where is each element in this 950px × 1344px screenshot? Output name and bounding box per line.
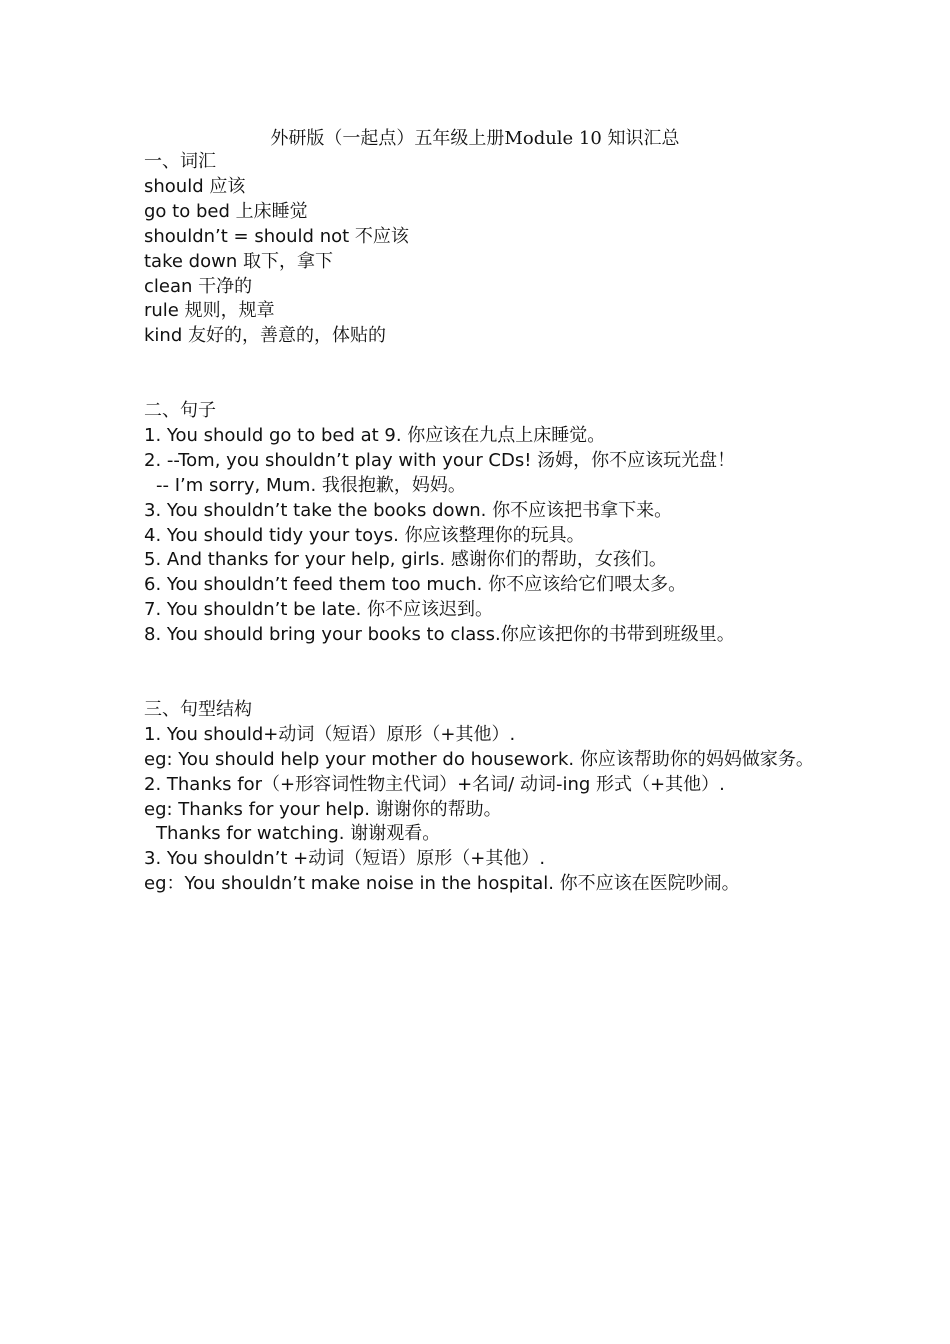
section-heading-structures: 三、句型结构: [144, 698, 252, 720]
vocab-item: rule 规则，规章: [144, 300, 275, 322]
sentence-item: 6. You shouldn’t feed them too much. 你不应该给它们喂太多。: [144, 574, 687, 596]
vocab-item: kind 友好的，善意的，体贴的: [144, 325, 386, 347]
vocab-item: should 应该: [144, 175, 246, 197]
sentence-item: -- I’m sorry, Mum. 我很抱歉，妈妈。: [156, 474, 466, 496]
sentence-item: 8. You should bring your books to class.你应该把你的书带到班级里。: [144, 624, 735, 646]
structure-example: eg: Thanks for your help. 谢谢你的帮助。: [144, 798, 502, 820]
sentence-item: 3. You shouldn’t take the books down. 你不应该把书拿下来。: [144, 499, 673, 521]
sentence-item: 5. And thanks for your help, girls. 感谢你们的帮助，女孩们。: [144, 549, 667, 571]
vocab-item: go to bed 上床睡觉: [144, 200, 308, 222]
section-heading-vocabulary: 一、词汇: [144, 151, 216, 172]
document-title: 外研版（一起点）五年级上册Module 10 知识汇总: [270, 128, 680, 149]
sentence-item: 1. You should go to bed at 9. 你应该在九点上床睡觉。: [144, 424, 606, 446]
section-spacer: [144, 349, 824, 399]
sentence-item: 4. You should tidy your toys. 你应该整理你的玩具。: [144, 524, 585, 546]
section-heading-sentences: 二、句子: [144, 400, 216, 422]
structure-item: 1. You should+动词（短语）原形（+其他）.: [144, 723, 516, 745]
vocab-item: clean 干净的: [144, 275, 253, 297]
sentence-item: 2. --Tom, you shouldn’t play with your CDs! 汤姆，你不应该玩光盘！: [144, 449, 736, 471]
vocab-item: take down 取下，拿下: [144, 250, 333, 272]
sentence-item: 7. You shouldn’t be late. 你不应该迟到。: [144, 599, 494, 621]
vocab-item: shouldn’t = should not 不应该: [144, 225, 409, 247]
structure-example: eg：You shouldn’t make noise in the hospital. 你不应该在医院吵闹。: [144, 873, 740, 895]
structure-item: 3. You shouldn’t +动词（短语）原形（+其他）.: [144, 848, 546, 870]
structure-example: Thanks for watching. 谢谢观看。: [156, 823, 441, 845]
section-spacer: [144, 648, 824, 698]
document-body: [144, 150, 824, 897]
structure-example: eg: You should help your mother do housework. 你应该帮助你的妈妈做家务。: [144, 748, 814, 770]
structure-item: 2. Thanks for（+形容词性物主代词）+名词/ 动词-ing 形式（+其他）.: [144, 773, 725, 795]
